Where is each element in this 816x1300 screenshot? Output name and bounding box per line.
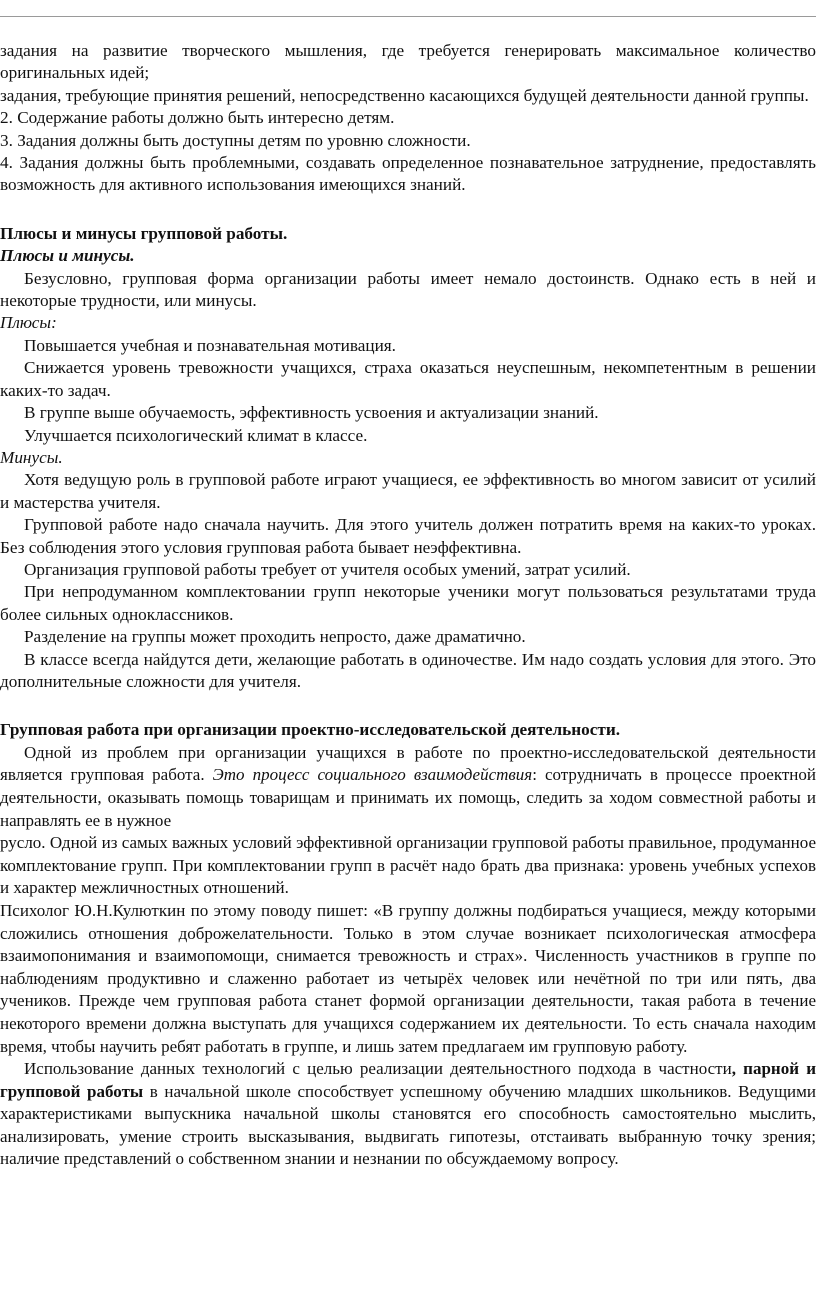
intro-item-2: задания, требующие принятия решений, непосредственно касающихся будущей деятельности данной группы. <box>0 85 809 105</box>
cons-item-6: В классе всегда найдутся дети, желающие работать в одиночестве. Им надо создать условия для этого. Это дополнительные сложности для учителя. <box>0 649 816 691</box>
intro-item-5: 4. Задания должны быть проблемными, создавать определенное познавательное затруднение, предоставлять возможность для активного использования имеющихся знаний. <box>0 153 816 195</box>
pros-item-1: Повышается учебная и познавательная мотивация. <box>24 335 396 355</box>
cons-item-3: Организация групповой работы требует от учителя особых умений, затрат усилий. <box>24 559 631 579</box>
cons-label: Минусы. <box>0 447 63 467</box>
project-p1-text-a: Одной из проблем при организации учащихся в работе по проектно-исследовательской деятельности является групповая работа. <box>0 742 816 785</box>
project-paragraph-4 <box>0 1058 816 1171</box>
project-paragraph-2: русло. Одной из самых важных условий эффективной организации групповой работы правильное, продуманное комплектование групп. При комплектовании групп в расчёт надо брать два признака: уровень учебных успехов и характер межличностных отношений. <box>0 833 816 898</box>
project-paragraph-3: Психолог Ю.Н.Кулюткин по этому поводу пишет: «В группу должны подбираться учащиеся, между которыми сложились отношения доброжелательности. Только в этом случае возникает психологическая атмосфера взаимопонимания и взаимопомощи, снимается тревожность и страх». Численность участников в группе по наблюдениям продуктивно и слаженно работает из четырёх человек или нечётной по три или пять, два учеников. Прежде чем групповая работа станет формой организации деятельности, такая работа в течение некоторого времени должна выступать для учащихся содержанием их деятельности. То есть сначала находим время, чтобы научить ребят работать в группе, и лишь затем предлагаем им групповую работу. <box>0 900 816 1056</box>
top-rule <box>0 16 816 17</box>
project-paragraph-1 <box>0 742 816 832</box>
spacer <box>0 197 816 223</box>
project-p4-text-b: в начальной школе способствует успешному обучению младших школьников. Ведущими характеристиками выпускника начальной школы становятся его способность самостоятельно мыслить, анализировать, умение строить высказывания, выдвигать гипотезы, отстаивать выбранную точку зрения; наличие представлений о собственном знании и незнании по обсуждаемому вопросу. <box>0 1081 816 1169</box>
pros-cons-intro: Безусловно, групповая форма организации работы имеет немало достоинств. Однако есть в ней и некоторые трудности, или минусы. <box>0 268 816 311</box>
spacer <box>0 693 816 719</box>
project-p1-text-b: : сотрудничать в процессе проектной деятельности, оказывать помощь товарищам и принимать их помощь, следить за ходом совместной работы и направлять ее в нужное <box>0 765 816 830</box>
pros-cons-subheading: Плюсы и минусы. <box>0 246 135 266</box>
intro-item-4: 3. Задания должны быть доступны детям по уровню сложности. <box>0 130 471 150</box>
cons-item-4: При непродуманном комплектовании групп некоторые ученики могут пользоваться результатами труда более сильных одноклассников. <box>0 582 816 624</box>
cons-item-2: Групповой работе надо сначала научить. Для этого учитель должен потратить время на каких-то уроках. Без соблюдения этого условия групповая работа бывает неэффективна. <box>0 515 816 557</box>
cons-item-1: Хотя ведущую роль в групповой работе играют учащиеся, ее эффективность во многом зависит от усилий и мастерства учителя. <box>0 470 816 512</box>
project-heading: Групповая работа при организации проектно-исследовательской деятельности. <box>0 720 621 740</box>
pros-label: Плюсы: <box>0 313 57 333</box>
pros-item-2: Снижается уровень тревожности учащихся, страха оказаться неуспешным, некомпетентным в решении каких-то задач. <box>0 358 816 400</box>
cons-item-5: Разделение на группы может проходить непросто, даже драматично. <box>24 627 526 647</box>
project-p1-italic: Это процесс социального взаимодействия <box>212 765 533 785</box>
intro-item-3: 2. Содержание работы должно быть интересно детям. <box>0 108 395 128</box>
project-p4-bold: , парной и групповой работы <box>0 1059 816 1101</box>
pros-item-4: Улучшается психологический климат в классе. <box>24 425 368 445</box>
pros-cons-heading: Плюсы и минусы групповой работы. <box>0 223 288 243</box>
document-page <box>0 40 816 1171</box>
intro-item-1: задания на развитие творческого мышления, где требуется генерировать максимальное количество оригинальных идей; <box>0 41 816 83</box>
pros-item-3: В группе выше обучаемость, эффективность усвоения и актуализации знаний. <box>24 403 599 423</box>
project-p4-text-a: Использование данных технологий с целью реализации деятельностного подхода в частности <box>24 1059 732 1079</box>
